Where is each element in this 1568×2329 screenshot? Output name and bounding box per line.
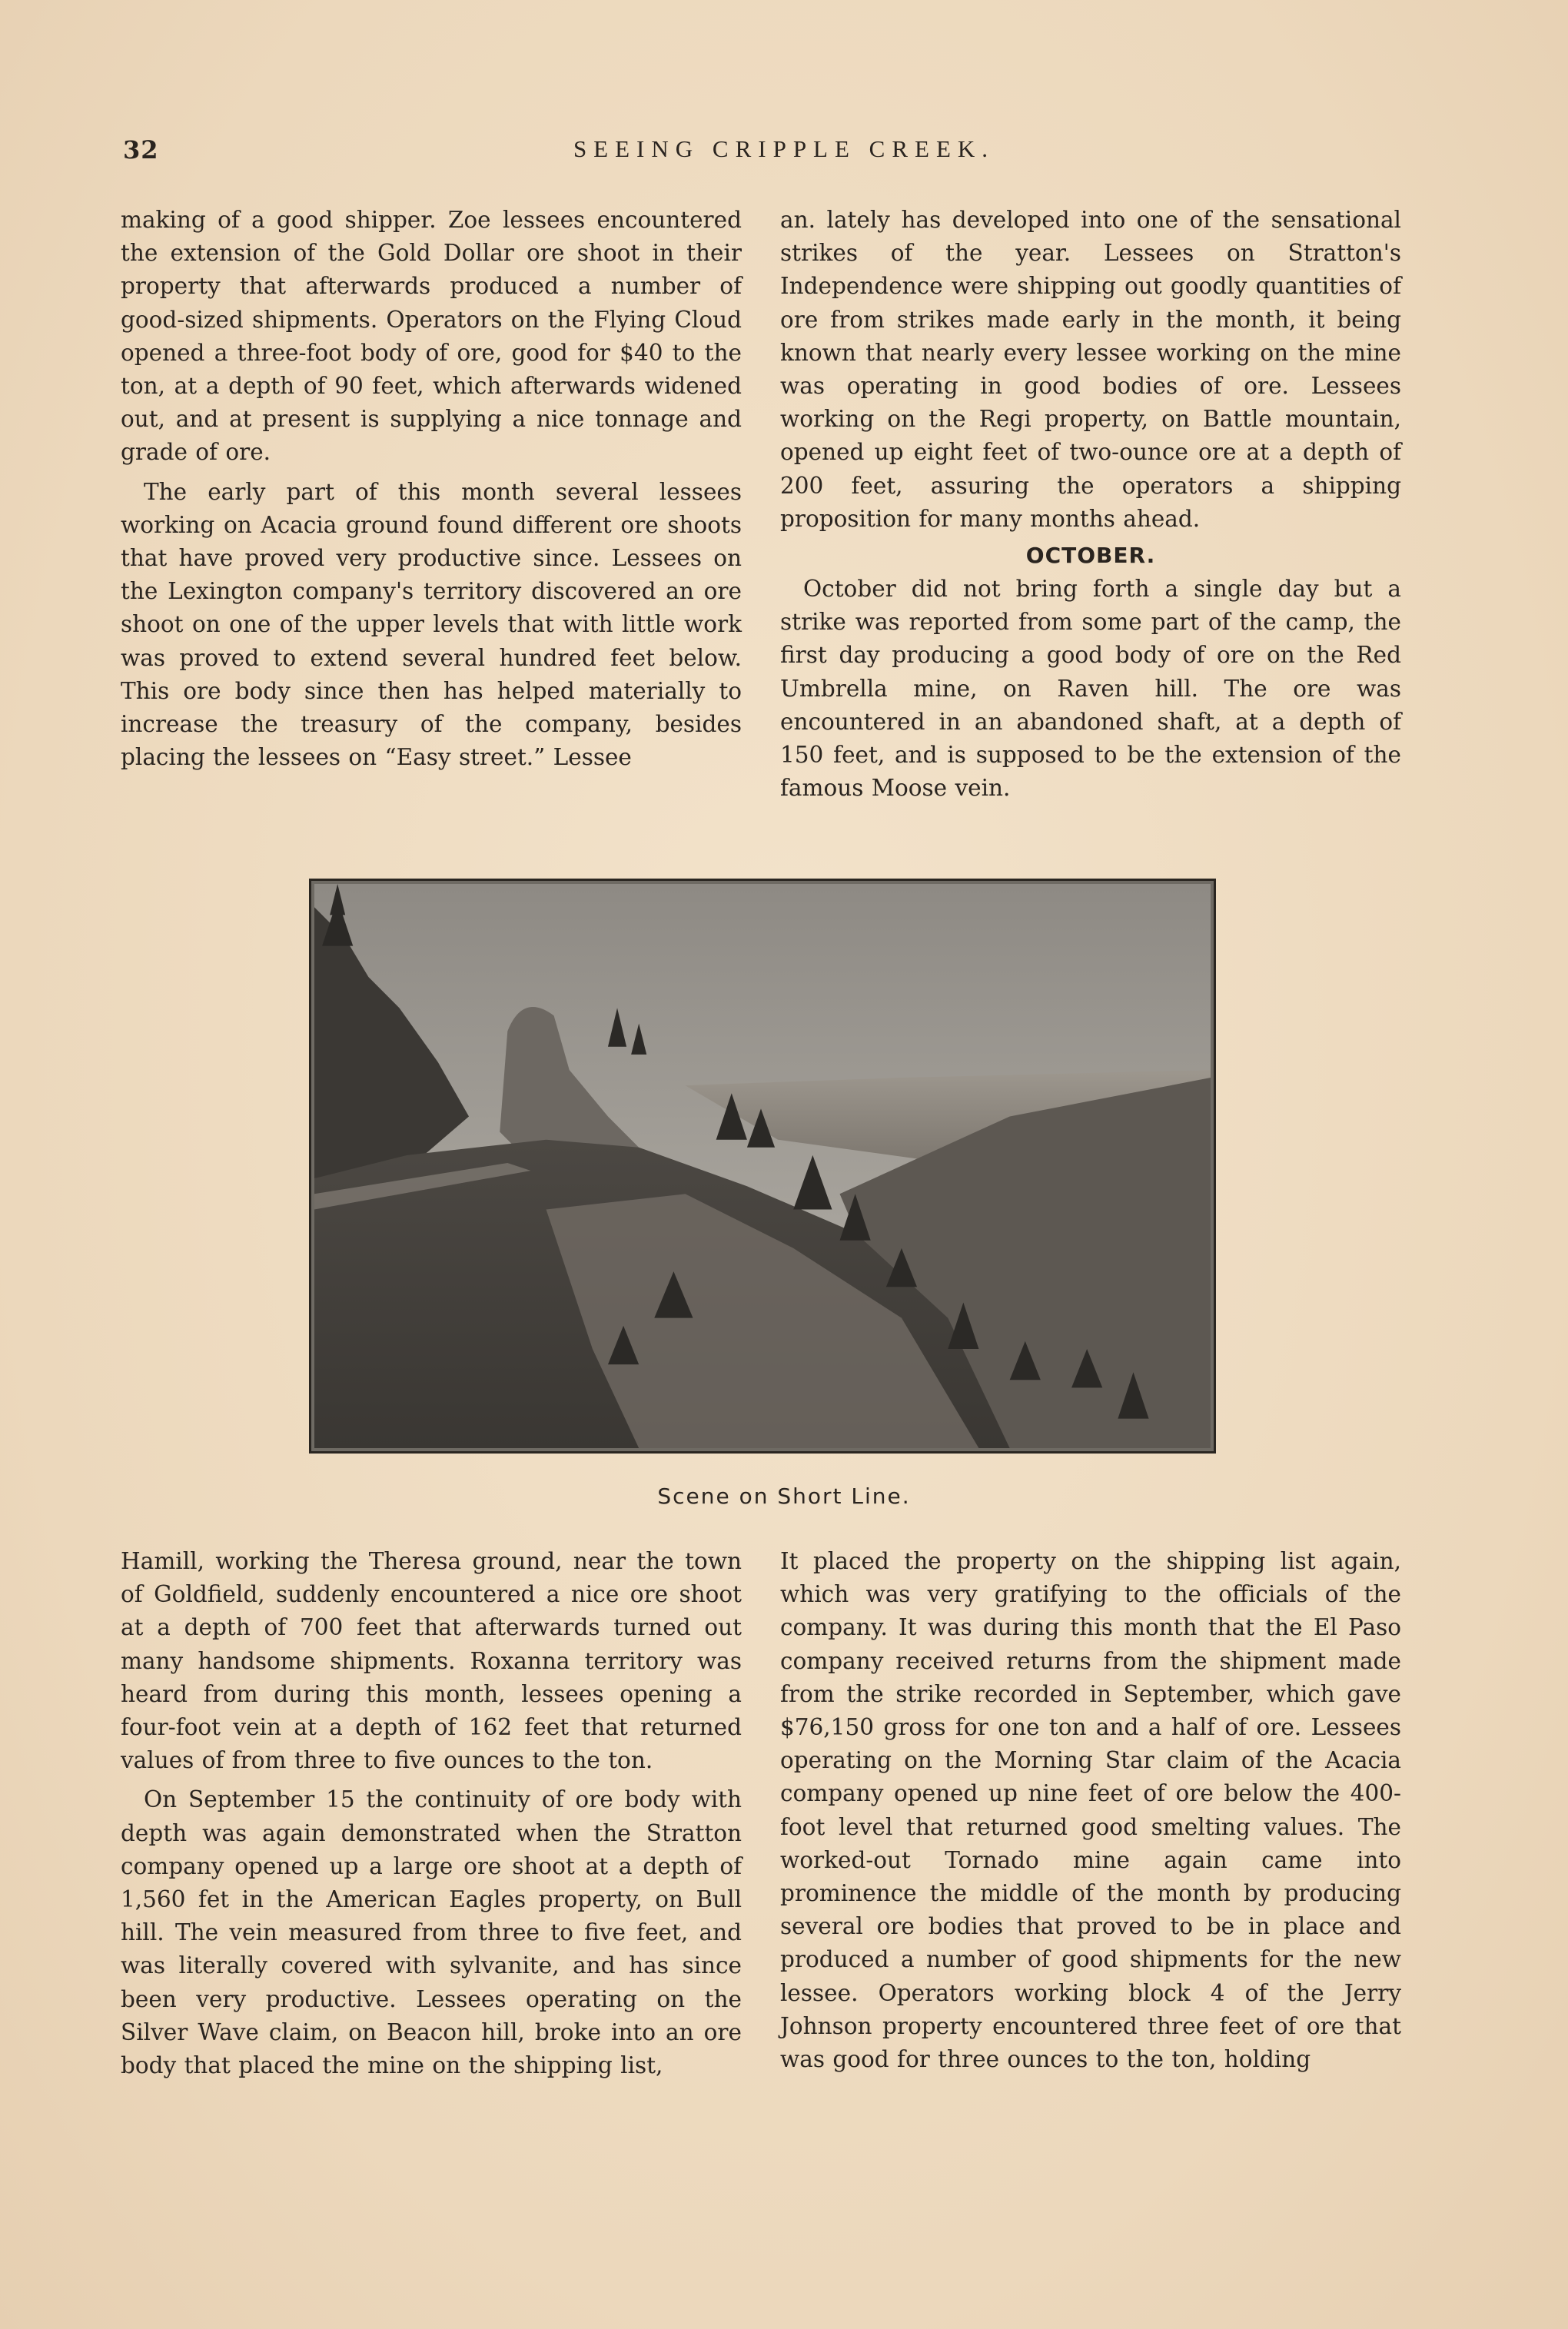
page-number: 32 <box>123 135 159 164</box>
text-column-bottom-left <box>121 1545 742 2082</box>
text-column-bottom-right <box>780 1545 1401 2076</box>
landscape-photograph <box>309 879 1216 1454</box>
paragraph: The early part of this month several lessees working on Acacia ground found different ore shoots that have proved very productive since. Lessees on the Lexington company's territory discovered an ore shoot on one of the upper levels that with little work was proved to extend several hundred feet below. This ore body since then has helped materially to increase the treasury of the company, besides placing the lessees on “Easy street.” Lessee <box>121 478 742 771</box>
paragraph: October did not bring forth a single day but a strike was reported from some part of the camp, the first day producing a good body of ore on the Red Umbrella mine, on Raven hill. The ore was encountered in an abandoned shaft, at a depth of 150 feet, and is supposed to be the extension of the famous Moose vein. <box>780 576 1401 802</box>
paragraph: Hamill, working the Theresa ground, near the town of Goldfield, suddenly encountered a nice ore shoot at a depth of 700 feet that afterwards turned out many handsome shipments. Roxanna territory was heard from during this month, lessees opening a four-foot vein at a depth of 162 feet that returned values of from three to five ounces to the ton. <box>121 1548 742 1774</box>
running-head: SEEING CRIPPLE CREEK. <box>573 135 995 162</box>
text-column-top-left <box>121 204 742 774</box>
paragraph: It placed the property on the shipping list again, which was very gratifying to the officials of the company. It was during this month that the El Paso company received returns from the shipment made from the strike recorded in September, which gave $76,150 gross for one ton and a half of ore. Lessees operating on the Morning Star claim of the Acacia company opened up nine feet of ore below the 400-foot level that returned good smelting values. The worked-out Tornado mine again came into prominence the middle of the month by producing several ore bodies that proved to be in place and produced a number of good shipments for the new lessee. Operators working block 4 of the Jerry Johnson property encountered three feet of ore that was good for three ounces to the ton, holding <box>780 1548 1401 2073</box>
mountain-scene-image <box>314 884 1211 1448</box>
paragraph: an. lately has developed into one of the sensational strikes of the year. Lessees on Stratton's Independence were shipping out goodly quantities of ore from strikes made early in the month, it being known that nearly every lessee working on the mine was operating in good bodies of ore. Lessees working on the Regi property, on Battle mountain, opened up eight feet of two-ounce ore at a depth of 200 feet, assuring the operators a shipping proposition for many months ahead. <box>780 207 1401 532</box>
section-heading-october: OCTOBER. <box>1025 543 1156 569</box>
figure-caption: Scene on Short Line. <box>657 1483 911 1509</box>
paragraph: On September 15 the continuity of ore body with depth was again demonstrated when the Stratton company opened up a large ore shoot at a depth of 1,560 fet in the American Eagles property, on Bull hill. The vein measured from three to five feet, and was literally covered with sylvanite, and has since been very productive. Lessees operating on the Silver Wave claim, on Beacon hill, broke into an ore body that placed the mine on the shipping list, <box>121 1786 742 2079</box>
text-column-top-right <box>780 204 1401 805</box>
paragraph: making of a good shipper. Zoe lessees encountered the extension of the Gold Dollar ore shoot in their property that afterwards produced a number of good-sized shipments. Operators on the Flying Cloud opened a three-foot body of ore, good for $40 to the ton, at a depth of 90 feet, which afterwards widened out, and at present is supplying a nice tonnage and grade of ore. <box>121 207 742 466</box>
